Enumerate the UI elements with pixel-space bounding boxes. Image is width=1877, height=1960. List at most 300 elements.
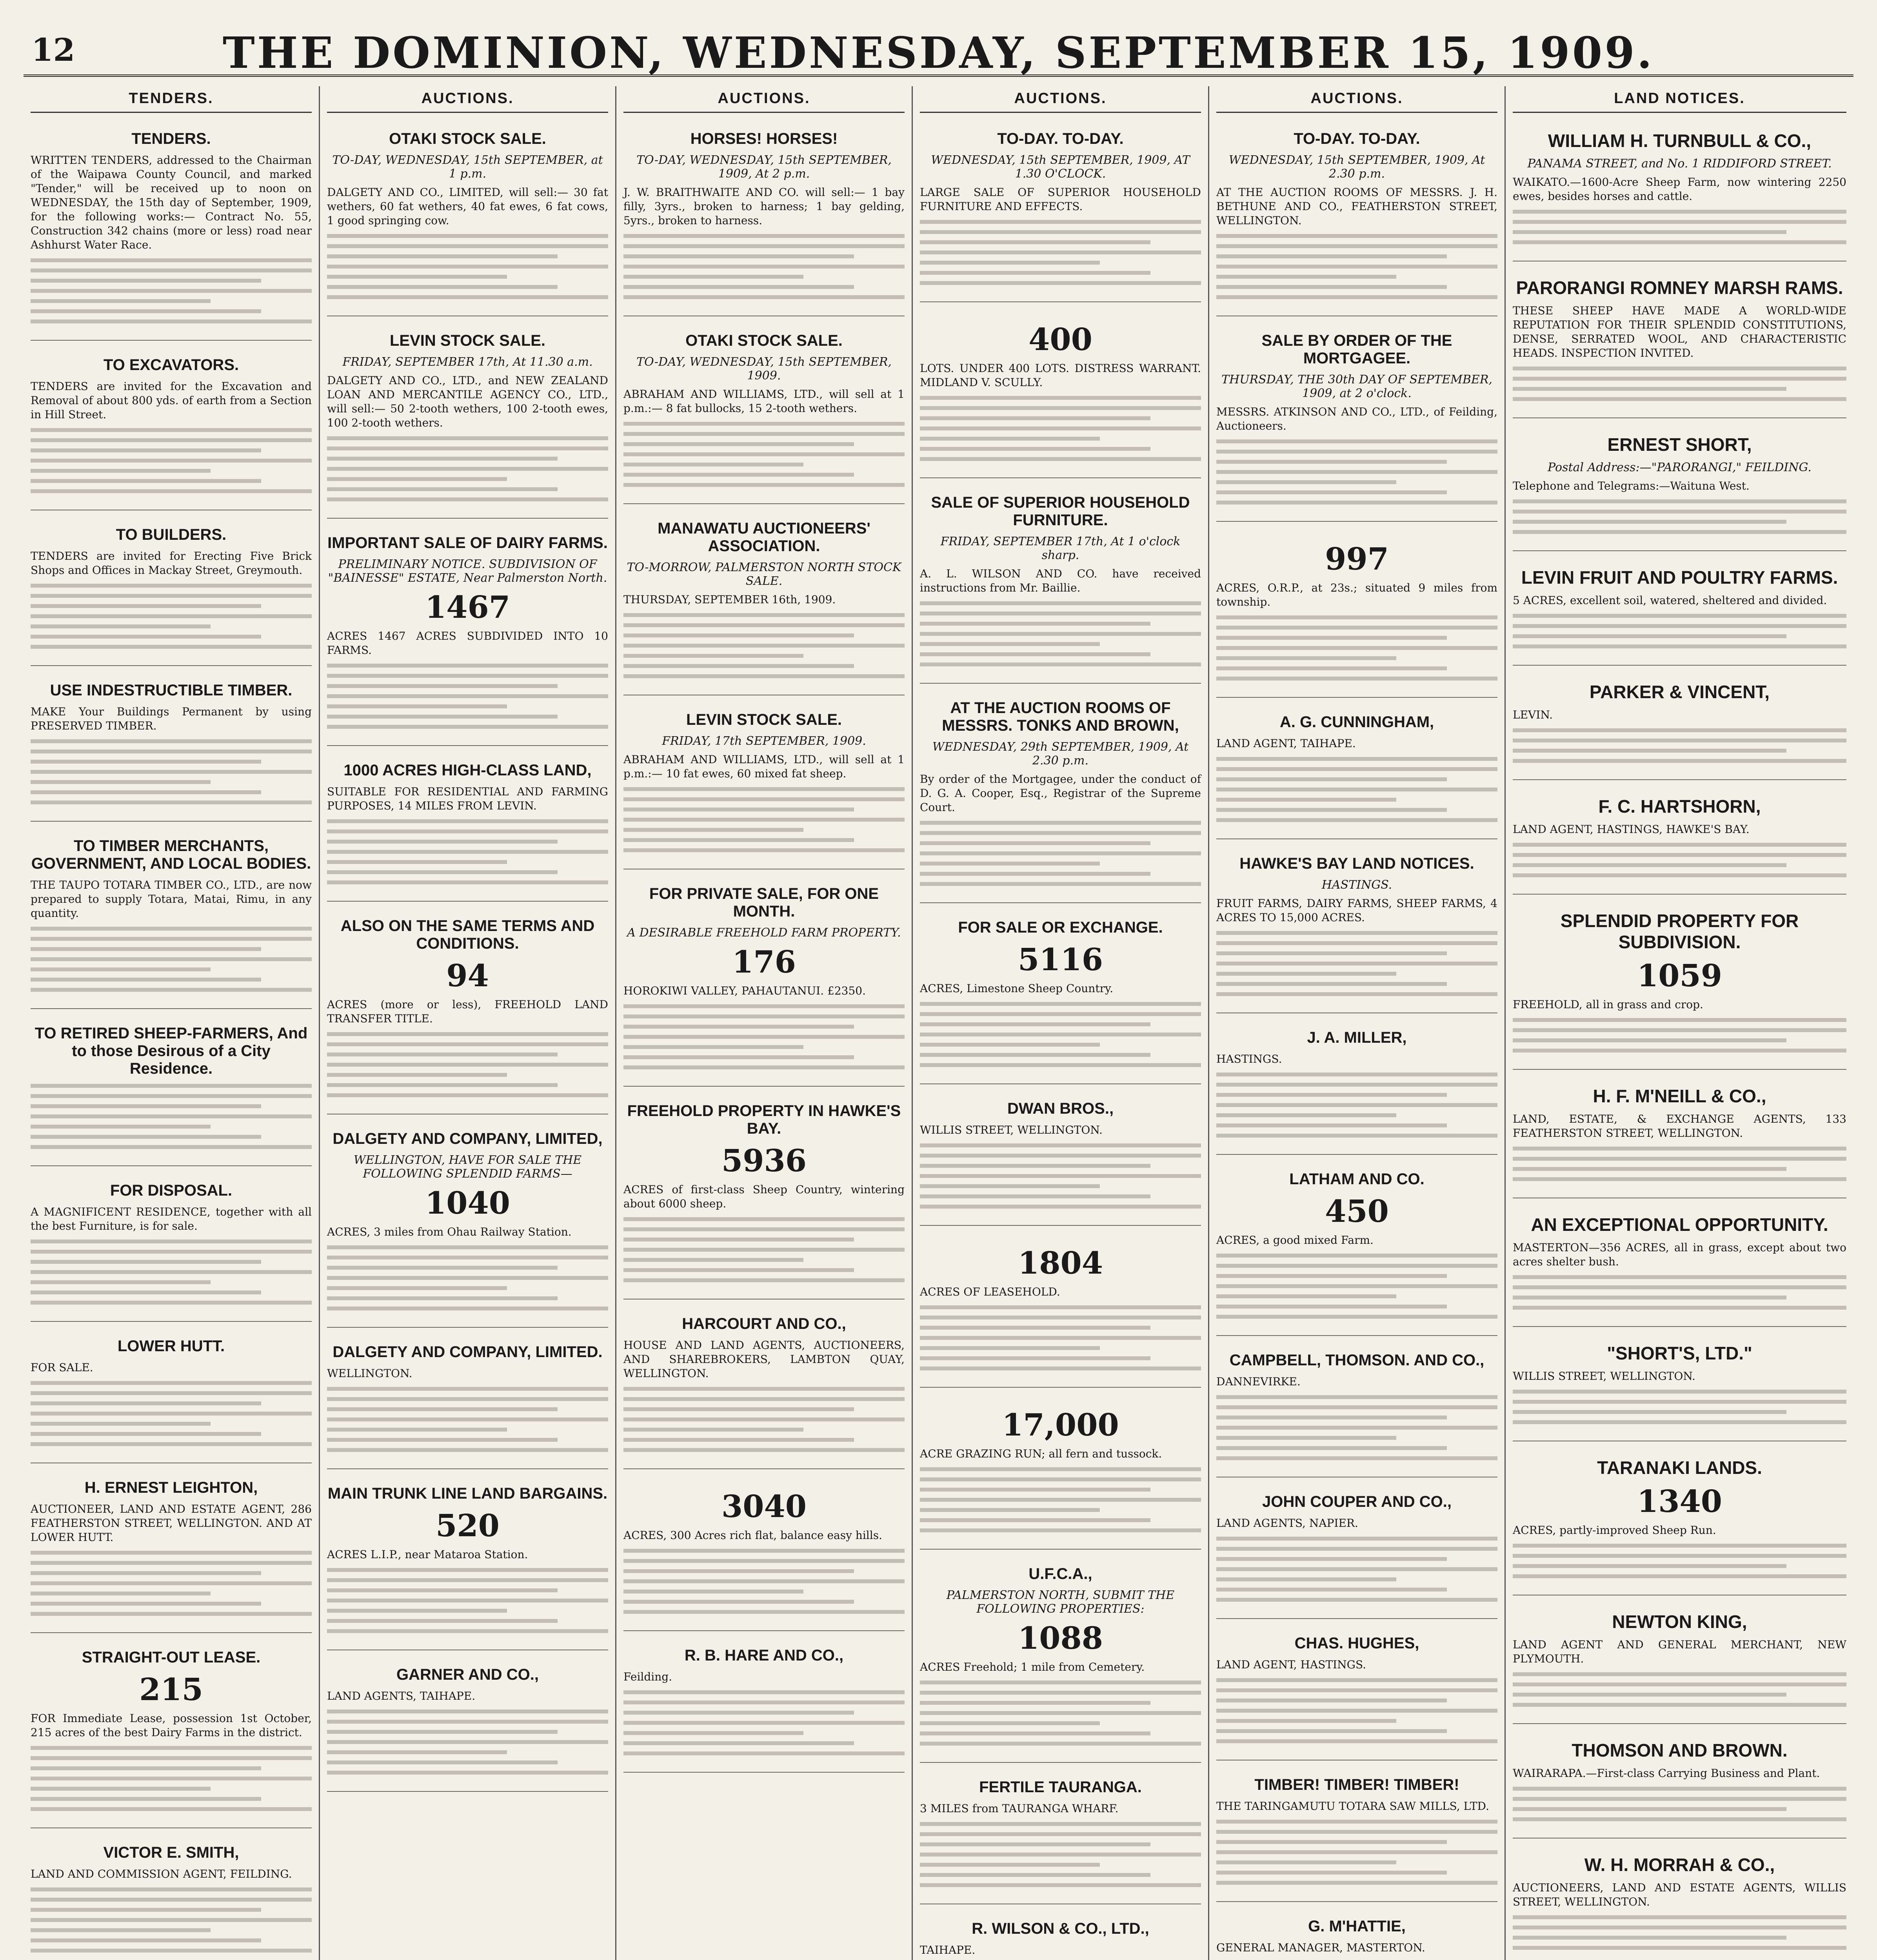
ad-acreage: 1340	[1637, 1484, 1723, 1519]
ad-body: ACRES OF LEASEHOLD.	[920, 1285, 1060, 1298]
ad-heading: LOWER HUTT.	[117, 1338, 225, 1355]
ad-body: FOR SALE.	[31, 1361, 93, 1374]
advertisement	[31, 349, 312, 510]
ad-body: Telephone and Telegrams:—Waituna West.	[1513, 479, 1750, 492]
page-title: THE DOMINION, WEDNESDAY, SEPTEMBER 15, 1909.	[222, 27, 1655, 78]
advertisement	[1513, 1336, 1846, 1441]
small-print	[623, 1004, 905, 1069]
small-print	[1513, 367, 1846, 401]
small-print	[31, 1746, 312, 1811]
ad-subheading: FRIDAY, 17th SEPTEMBER, 1909.	[662, 734, 866, 748]
column-heading: AUCTIONS.	[327, 86, 608, 113]
ad-heading: HARCOURT AND CO.,	[682, 1315, 846, 1332]
small-print	[327, 1387, 608, 1452]
column-heading: LAND NOTICES.	[1513, 86, 1846, 113]
advertisement	[920, 1093, 1201, 1226]
ad-body: LAND, ESTATE, & EXCHANGE AGENTS, 133 FEATHERSTON STREET, WELLINGTON.	[1513, 1112, 1846, 1140]
ad-subheading: PALMERSTON NORTH, SUBMIT THE FOLLOWING PROPERTIES:	[946, 1588, 1175, 1616]
ad-body: By order of the Mortgagee, under the conduct of D. G. A. Cooper, Esq., Registrar of the Supreme Court.	[920, 773, 1201, 814]
ad-body: TAIHAPE.	[920, 1944, 976, 1956]
small-print	[1216, 615, 1497, 681]
column-heading: TENDERS.	[31, 86, 312, 113]
small-print	[31, 258, 312, 323]
ad-heading: TARANAKI LANDS.	[1597, 1457, 1762, 1478]
ad-body: WILLIS STREET, WELLINGTON.	[920, 1123, 1103, 1136]
column-5	[1209, 86, 1506, 1960]
advertisement	[31, 1837, 312, 1960]
ad-heading: CHAS. HUGHES,	[1294, 1635, 1419, 1652]
ad-heading: HORSES! HORSES!	[690, 130, 838, 147]
ad-subheading: TO-MORROW, PALMERSTON NORTH STOCK SALE.	[627, 561, 901, 588]
ad-body: AUCTIONEER, LAND AND ESTATE AGENT, 286 FEATHERSTON STREET, WELLINGTON. AND AT LOWER HUTT.	[31, 1503, 312, 1544]
small-print	[327, 436, 608, 501]
ad-subheading: TO-DAY, WEDNESDAY, 15th SEPTEMBER, at 1 p.m.	[332, 153, 603, 181]
advertisement	[1513, 674, 1846, 780]
advertisement	[327, 527, 608, 746]
ad-subheading: WEDNESDAY, 15th SEPTEMBER, 1909, At 2.30 p.m.	[1228, 153, 1485, 181]
small-print	[327, 819, 608, 884]
advertisement	[327, 910, 608, 1114]
ad-heading: VICTOR E. SMITH,	[103, 1844, 239, 1861]
ad-subheading: FRIDAY, SEPTEMBER 17th, At 11.30 a.m.	[342, 355, 593, 369]
advertisement	[1513, 1078, 1846, 1198]
advertisement	[1216, 706, 1497, 839]
advertisement	[920, 1396, 1201, 1550]
small-print	[920, 396, 1201, 461]
ad-body: ACRES, partly-improved Sheep Run.	[1513, 1524, 1716, 1537]
ad-heading: ERNEST SHORT,	[1607, 434, 1752, 455]
advertisement	[327, 1123, 608, 1328]
ad-body: ACRES 1467 ACRES SUBDIVIDED INTO 10 FARMS.	[327, 630, 608, 657]
advertisement	[327, 755, 608, 902]
advertisement	[1513, 123, 1846, 261]
ad-body: ABRAHAM AND WILLIAMS, LTD., will sell at 1 p.m.:— 10 fat ewes, 60 mixed fat sheep.	[623, 753, 905, 780]
column-heading: AUCTIONS.	[623, 86, 905, 113]
ad-subheading: Postal Address:—"PARORANGI," FEILDING.	[1548, 461, 1812, 474]
ad-body: THE TARINGAMUTU TOTARA SAW MILLS, LTD.	[1216, 1800, 1489, 1813]
ad-body: FOR Immediate Lease, possession 1st October, 215 acres of the best Dairy Farms in the district.	[31, 1712, 312, 1739]
ad-heading: USE INDESTRUCTIBLE TIMBER.	[50, 682, 293, 699]
ad-acreage: 5116	[1018, 942, 1103, 978]
ad-acreage: 3040	[721, 1489, 807, 1524]
ad-heading: LATHAM AND CO.	[1289, 1171, 1425, 1188]
advertisement	[31, 519, 312, 666]
advertisement	[623, 1640, 905, 1773]
ad-heading: J. A. MILLER,	[1307, 1029, 1407, 1046]
ad-body: 5 ACRES, excellent soil, watered, sheltered and divided.	[1513, 594, 1827, 607]
small-print	[623, 1217, 905, 1282]
masthead	[24, 16, 1853, 77]
advertisement	[1513, 1604, 1846, 1724]
ad-acreage: 997	[1325, 541, 1389, 577]
ad-heading: SALE BY ORDER OF THE MORTGAGEE.	[1261, 332, 1452, 367]
ad-body: ACRES, Limestone Sheep Country.	[920, 982, 1113, 995]
ad-heading: 1000 ACRES HIGH-CLASS LAND,	[343, 762, 592, 779]
advertisement	[1216, 1163, 1497, 1336]
column-heading: AUCTIONS.	[920, 86, 1201, 113]
ad-body: ACRES L.I.P., near Mataroa Station.	[327, 1548, 528, 1561]
ad-heading: LEVIN FRUIT AND POULTRY FARMS.	[1521, 567, 1838, 588]
small-print	[327, 664, 608, 729]
small-print	[1513, 1544, 1846, 1578]
ad-body: ACRES, 3 miles from Ohau Railway Station.	[327, 1225, 572, 1238]
advertisement	[31, 1330, 312, 1463]
ad-body: THURSDAY, SEPTEMBER 16th, 1909.	[623, 593, 836, 606]
ad-subheading: HASTINGS.	[1321, 878, 1392, 892]
small-print	[623, 1549, 905, 1614]
small-print	[1216, 1678, 1497, 1743]
small-print	[920, 1002, 1201, 1067]
ad-heading: H. ERNEST LEIGHTON,	[84, 1479, 258, 1496]
advertisement	[1513, 1847, 1846, 1960]
ad-body: MASTERTON—356 ACRES, all in grass, except about two acres shelter bush.	[1513, 1241, 1846, 1268]
ad-heading: DALGETY AND COMPANY, LIMITED,	[333, 1130, 603, 1147]
ad-heading: TO EXCAVATORS.	[103, 356, 239, 374]
small-print	[1513, 1390, 1846, 1424]
advertisement	[327, 123, 608, 316]
advertisement	[1216, 1486, 1497, 1619]
ad-acreage: 176	[732, 944, 796, 980]
small-print	[920, 1305, 1201, 1370]
small-print	[31, 428, 312, 493]
column-heading: AUCTIONS.	[1216, 86, 1497, 113]
ad-heading: TO-DAY. TO-DAY.	[997, 130, 1124, 147]
small-print	[1513, 1915, 1846, 1950]
ad-body: AT THE AUCTION ROOMS OF MESSRS. J. H. BETHUNE AND CO., FEATHERSTON STREET, WELLINGTON.	[1216, 186, 1497, 227]
small-print	[920, 1681, 1201, 1746]
ad-acreage: 1804	[1018, 1245, 1103, 1281]
ad-heading: "SHORT'S, LTD."	[1607, 1343, 1752, 1363]
small-print	[31, 1551, 312, 1616]
small-print	[31, 739, 312, 804]
ad-heading: SPLENDID PROPERTY FOR SUBDIVISION.	[1560, 911, 1799, 952]
ad-body: DALGETY AND CO., LTD., and NEW ZEALAND LOAN AND MERCANTILE AGENCY CO., LTD., will sell:— 50 2-tooth wethers, 100 2-tooth ewes, 100 2-tooth wethers.	[327, 374, 608, 429]
advertisement	[327, 1478, 608, 1650]
small-print	[623, 1387, 905, 1452]
ad-body: MESSRS. ATKINSON AND CO., LTD., of Feilding, Auctioneers.	[1216, 405, 1497, 432]
ad-body: LARGE SALE OF SUPERIOR HOUSEHOLD FURNITURE AND EFFECTS.	[920, 186, 1201, 213]
advertisement	[920, 1234, 1201, 1388]
ad-body: A. L. WILSON AND CO. have received instructions from Mr. Baillie.	[920, 567, 1201, 594]
advertisement	[1216, 1628, 1497, 1760]
advertisement	[623, 878, 905, 1087]
ad-body: ACRE GRAZING RUN; all fern and tussock.	[920, 1447, 1162, 1460]
advertisement	[1216, 848, 1497, 1013]
ad-heading: TENDERS.	[131, 130, 211, 147]
column-2	[320, 86, 616, 1960]
ad-body: THE TAUPO TOTARA TIMBER CO., LTD., are now prepared to supply Totara, Matai, Rimu, in any quantity.	[31, 878, 312, 920]
small-print	[623, 1690, 905, 1755]
ad-acreage: 5936	[721, 1143, 807, 1179]
advertisement	[623, 1095, 905, 1299]
ad-heading: TO TIMBER MERCHANTS, GOVERNMENT, AND LOCAL BODIES.	[31, 837, 311, 872]
advertisement	[623, 513, 905, 695]
ad-body: THESE SHEEP HAVE MADE A WORLD-WIDE REPUTATION FOR THEIR SPLENDID CONSTITUTIONS, DENSE, SERRATED WOOL, AND CHARACTERISTIC HEADS. INSPECTION INVITED.	[1513, 304, 1846, 359]
small-print	[1216, 1073, 1497, 1138]
small-print	[1513, 1275, 1846, 1310]
advertisement	[1513, 1733, 1846, 1838]
ad-body: ACRES, 300 Acres rich flat, balance easy hills.	[623, 1529, 882, 1542]
ad-acreage: 520	[436, 1508, 500, 1544]
small-print	[1513, 210, 1846, 244]
advertisement	[1513, 903, 1846, 1070]
land-notices-column	[1506, 86, 1853, 1960]
ad-heading: TO RETIRED SHEEP-FARMERS, And to those Desirous of a City Residence.	[35, 1025, 308, 1077]
advertisement	[1513, 1450, 1846, 1595]
advertisement	[31, 830, 312, 1009]
small-print	[623, 613, 905, 678]
page-number: 12	[31, 31, 75, 68]
ad-body: HOUSE AND LAND AGENTS, AUCTIONEERS, AND SHAREBROKERS, LAMBTON QUAY, WELLINGTON.	[623, 1339, 905, 1380]
ad-body: 3 MILES from TAURANGA WHARF.	[920, 1802, 1119, 1815]
small-print	[623, 787, 905, 852]
small-print	[920, 601, 1201, 666]
ad-heading: SALE OF SUPERIOR HOUSEHOLD FURNITURE.	[931, 494, 1190, 529]
ad-body: LAND AGENT, TAIHAPE.	[1216, 737, 1356, 750]
advertisement	[1513, 270, 1846, 418]
ad-heading: FREEHOLD PROPERTY IN HAWKE'S BAY.	[627, 1102, 901, 1137]
small-print	[1216, 439, 1497, 505]
ad-body: MAKE Your Buildings Permanent by using PRESERVED TIMBER.	[31, 705, 312, 732]
advertisement	[623, 325, 905, 504]
ad-heading: MAIN TRUNK LINE LAND BARGAINS.	[327, 1485, 608, 1502]
small-print	[31, 1240, 312, 1305]
ad-body: WAIRARAPA.—First-class Carrying Business and Plant.	[1513, 1767, 1820, 1780]
small-print	[1216, 1537, 1497, 1602]
columns-container	[24, 86, 1853, 1960]
ad-heading: JOHN COUPER AND CO.,	[1262, 1493, 1452, 1510]
ad-body: ACRES Freehold; 1 mile from Cemetery.	[920, 1661, 1145, 1673]
ad-acreage: 1467	[425, 590, 511, 625]
ad-body: ACRES (more or less), FREEHOLD LAND TRANSFER TITLE.	[327, 998, 608, 1025]
ad-body: LAND AGENT, HASTINGS, HAWKE'S BAY.	[1513, 823, 1750, 836]
ad-body: Feilding.	[623, 1670, 672, 1683]
ad-body: HOROKIWI VALLEY, PAHAUTANUI. £2350.	[623, 984, 866, 997]
ad-acreage: 1040	[425, 1185, 511, 1221]
ad-body: SUITABLE FOR RESIDENTIAL AND FARMING PURPOSES, 14 MILES FROM LEVIN.	[327, 785, 608, 812]
small-print	[1216, 1395, 1497, 1460]
ad-acreage: 1059	[1637, 958, 1723, 994]
ad-subheading: WEDNESDAY, 15th SEPTEMBER, 1909, AT 1.30 O'CLOCK.	[931, 153, 1190, 181]
ad-heading: IMPORTANT SALE OF DAIRY FARMS.	[327, 534, 608, 552]
small-print	[920, 220, 1201, 285]
ad-heading: PARORANGI ROMNEY MARSH RAMS.	[1516, 278, 1843, 298]
ad-heading: R. WILSON & CO., LTD.,	[972, 1920, 1149, 1937]
ad-subheading: TO-DAY, WEDNESDAY, 15th SEPTEMBER, 1909.	[636, 355, 892, 383]
ad-body: FRUIT FARMS, DAIRY FARMS, SHEEP FARMS, 4 ACRES TO 15,000 ACRES.	[1216, 897, 1497, 924]
ad-heading: H. F. M'NEILL & CO.,	[1593, 1086, 1766, 1106]
small-print	[1513, 614, 1846, 648]
small-print	[920, 1143, 1201, 1209]
ad-heading: DWAN BROS.,	[1007, 1100, 1114, 1117]
small-print	[1513, 499, 1846, 534]
ad-heading: U.F.C.A.,	[1028, 1565, 1092, 1583]
ad-heading: FOR PRIVATE SALE, FOR ONE MONTH.	[649, 885, 879, 920]
advertisement	[920, 692, 1201, 903]
advertisement	[920, 1913, 1201, 1960]
small-print	[1513, 843, 1846, 877]
small-print	[920, 1822, 1201, 1887]
advertisement	[1513, 427, 1846, 551]
ad-body: WAIKATO.—1600-Acre Sheep Farm, now wintering 2250 ewes, besides horses and cattle.	[1513, 176, 1846, 203]
small-print	[327, 1710, 608, 1775]
small-print	[31, 584, 312, 649]
small-print	[920, 1467, 1201, 1532]
ad-body: LEVIN.	[1513, 708, 1553, 721]
ad-acreage: 450	[1325, 1194, 1389, 1229]
ad-acreage: 94	[446, 958, 489, 994]
advertisement	[1216, 1345, 1497, 1477]
advertisement	[623, 123, 905, 316]
ad-body: HASTINGS.	[1216, 1053, 1282, 1065]
ad-heading: CAMPBELL, THOMSON. AND CO.,	[1229, 1352, 1485, 1369]
small-print	[1513, 1018, 1846, 1053]
small-print	[31, 1887, 312, 1953]
advertisement	[920, 1771, 1201, 1904]
small-print	[623, 234, 905, 299]
ad-body: FREEHOLD, all in grass and crop.	[1513, 998, 1703, 1011]
small-print	[1513, 728, 1846, 763]
ad-subheading: PANAMA STREET, and No. 1 RIDDIFORD STREET.	[1527, 157, 1832, 171]
ad-heading: THOMSON AND BROWN.	[1572, 1740, 1788, 1760]
ad-heading: A. G. CUNNINGHAM,	[1279, 713, 1434, 731]
advertisement	[1513, 789, 1846, 895]
small-print	[1513, 1672, 1846, 1707]
ad-acreage: 17,000	[1002, 1407, 1119, 1443]
ad-body: GENERAL MANAGER, MASTERTON.	[1216, 1941, 1425, 1954]
ad-heading: STRAIGHT-OUT LEASE.	[82, 1649, 261, 1666]
advertisement	[920, 487, 1201, 684]
ad-body: LOTS. UNDER 400 LOTS. DISTRESS WARRANT. MIDLAND V. SCULLY.	[920, 362, 1201, 389]
advertisement	[1513, 560, 1846, 666]
ad-heading: GARNER AND CO.,	[396, 1666, 539, 1683]
advertisement	[327, 325, 608, 519]
advertisement	[327, 1659, 608, 1792]
advertisement	[31, 675, 312, 822]
advertisement	[920, 1558, 1201, 1763]
ad-body: ACRES of first-class Sheep Country, wintering about 6000 sheep.	[623, 1183, 905, 1210]
small-print	[327, 234, 608, 299]
advertisement	[1216, 325, 1497, 522]
small-print	[1216, 931, 1497, 996]
advertisement	[1216, 123, 1497, 316]
ad-body: J. W. BRAITHWAITE AND CO. will sell:— 1 bay filly, 3yrs., broken to harness; 1 bay gelding, 5yrs., broken to harness.	[623, 186, 905, 227]
small-print	[920, 821, 1201, 886]
ad-heading: G. M'HATTIE,	[1308, 1918, 1406, 1935]
small-print	[31, 1381, 312, 1446]
small-print	[327, 1568, 608, 1633]
ad-body: LAND AGENT AND GENERAL MERCHANT, NEW PLYMOUTH.	[1513, 1638, 1846, 1665]
column-4	[913, 86, 1209, 1960]
advertisement	[1216, 1769, 1497, 1902]
advertisement	[31, 1175, 312, 1322]
ad-heading: MANAWATU AUCTIONEERS' ASSOCIATION.	[658, 520, 870, 555]
ad-heading: WILLIAM H. TURNBULL & CO.,	[1548, 131, 1812, 151]
ad-subheading: WEDNESDAY, 29th SEPTEMBER, 1909, At 2.30 p.m.	[932, 740, 1189, 768]
ad-heading: DALGETY AND COMPANY, LIMITED.	[333, 1343, 603, 1361]
ad-subheading: WELLINGTON, HAVE FOR SALE THE FOLLOWING SPLENDID FARMS—	[353, 1153, 582, 1181]
advertisement	[920, 912, 1201, 1084]
ad-body: WELLINGTON.	[327, 1367, 412, 1380]
ad-heading: HAWKE'S BAY LAND NOTICES.	[1239, 855, 1474, 872]
advertisement	[623, 1308, 905, 1469]
ad-heading: AN EXCEPTIONAL OPPORTUNITY.	[1531, 1214, 1828, 1235]
ad-heading: AT THE AUCTION ROOMS OF MESSRS. TONKS AND BROWN,	[942, 699, 1179, 734]
advertisement	[31, 1018, 312, 1166]
small-print	[1513, 1147, 1846, 1181]
ad-heading: F. C. HARTSHORN,	[1598, 796, 1761, 817]
ad-body: ABRAHAM AND WILLIAMS, LTD., will sell at 1 p.m.:— 8 fat bullocks, 15 2-tooth wethers.	[623, 388, 905, 415]
small-print	[1216, 1820, 1497, 1885]
ad-subheading: A DESIRABLE FREEHOLD FARM PROPERTY.	[627, 926, 901, 940]
ad-subheading: THURSDAY, THE 30th DAY OF SEPTEMBER, 1909, at 2 o'clock.	[1221, 373, 1492, 400]
advertisement	[1216, 1911, 1497, 1960]
advertisement	[1216, 530, 1497, 698]
ad-body: ACRES, a good mixed Farm.	[1216, 1234, 1374, 1247]
advertisement	[623, 704, 905, 869]
advertisement	[1216, 1022, 1497, 1155]
ad-heading: W. H. MORRAH & CO.,	[1584, 1855, 1775, 1875]
ad-heading: PARKER & VINCENT,	[1589, 682, 1770, 702]
ad-subheading: PRELIMINARY NOTICE. SUBDIVISION OF "BAINESSE" ESTATE, Near Palmerston North.	[328, 557, 607, 585]
column-3	[616, 86, 913, 1960]
ad-subheading: FRIDAY, SEPTEMBER 17th, At 1 o'clock sharp.	[940, 535, 1181, 562]
small-print	[327, 1245, 608, 1310]
ad-heading: FOR SALE OR EXCHANGE.	[958, 919, 1163, 936]
advertisement	[920, 311, 1201, 478]
ad-body: A MAGNIFICENT RESIDENCE, together with all the best Furniture, is for sale.	[31, 1205, 312, 1232]
ad-heading: ALSO ON THE SAME TERMS AND CONDITIONS.	[340, 917, 595, 952]
ad-subheading: TO-DAY, WEDNESDAY, 15th SEPTEMBER, 1909, At 2 p.m.	[636, 153, 892, 181]
small-print	[1216, 234, 1497, 299]
ad-body: DANNEVIRKE.	[1216, 1375, 1301, 1388]
column-1	[24, 86, 320, 1960]
ad-body: TENDERS are invited for Erecting Five Brick Shops and Offices in Mackay Street, Greymouth.	[31, 550, 312, 577]
ad-body: LAND AND COMMISSION AGENT, FEILDING.	[31, 1867, 292, 1880]
ad-acreage: 400	[1028, 322, 1092, 358]
advertisement	[1513, 1207, 1846, 1327]
advertisement	[31, 1642, 312, 1828]
small-print	[31, 927, 312, 992]
ad-heading: TIMBER! TIMBER! TIMBER!	[1254, 1776, 1459, 1793]
advertisement	[920, 123, 1201, 302]
small-print	[327, 1032, 608, 1097]
ad-body: AUCTIONEERS, LAND AND ESTATE AGENTS, WILLIS STREET, WELLINGTON.	[1513, 1881, 1846, 1908]
ad-heading: NEWTON KING,	[1612, 1612, 1747, 1632]
small-print	[1216, 757, 1497, 822]
ad-heading: OTAKI STOCK SALE.	[389, 130, 546, 147]
small-print	[31, 1084, 312, 1149]
ad-body: LAND AGENTS, TAIHAPE.	[327, 1690, 476, 1702]
ad-body: ACRES, O.R.P., at 23s.; situated 9 miles from township.	[1216, 581, 1497, 608]
ad-heading: R. B. HARE AND CO.,	[684, 1647, 844, 1664]
advertisement	[623, 1478, 905, 1631]
ad-heading: TO BUILDERS.	[116, 526, 227, 543]
ad-body: TENDERS are invited for the Excavation and Removal of about 800 yds. of earth from a Section in Hill Street.	[31, 380, 312, 421]
ad-acreage: 1088	[1018, 1621, 1103, 1656]
ad-body: LAND AGENTS, NAPIER.	[1216, 1517, 1358, 1530]
small-print	[623, 422, 905, 487]
ad-body: WRITTEN TENDERS, addressed to the Chairman of the Waipawa County Council, and marked "Tender," will be received up to noon on WEDNESDAY, the 15th day of September, 1909, for the following works:— Contract No. 55, Construction 342 chains (more or less) road near Ashhurst Water Race.	[31, 154, 312, 251]
ad-body: LAND AGENT, HASTINGS.	[1216, 1658, 1366, 1671]
advertisement	[327, 1336, 608, 1469]
ad-heading: FERTILE TAURANGA.	[979, 1779, 1142, 1796]
ad-heading: LEVIN STOCK SALE.	[389, 332, 546, 349]
ad-heading: OTAKI STOCK SALE.	[685, 332, 843, 349]
small-print	[1216, 1254, 1497, 1319]
advertisement	[31, 1472, 312, 1633]
ad-heading: TO-DAY. TO-DAY.	[1294, 130, 1420, 147]
